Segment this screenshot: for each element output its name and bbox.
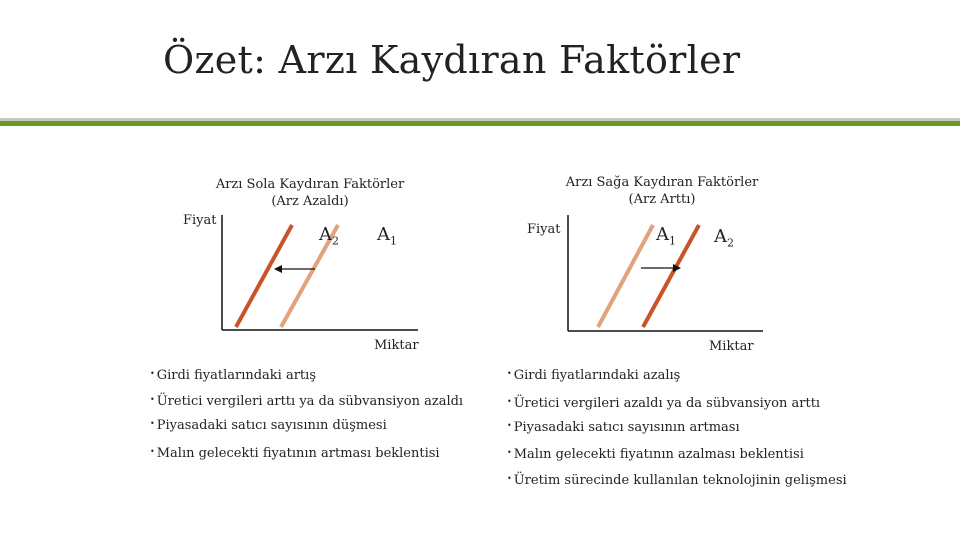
right-bullet-5-text: Üretim sürecinde kullanılan teknolojinin gelişmesi [513,473,847,488]
bullet-dot: • [507,474,512,483]
title-divider [0,121,960,126]
bullet-dot: • [150,369,155,378]
right-panel-title-line2: (Arz Arttı) [628,192,696,207]
left-curve-a1-letter: A [377,224,390,245]
bullet-dot: • [150,447,155,456]
bullet-dot: • [150,395,155,404]
left-curve-a2-label [319,224,339,248]
left-panel-title-line2: (Arz Azaldı) [271,194,349,209]
left-panel-title-line1: Arzı Sola Kaydıran Faktörler [215,177,405,192]
right-bullet-5 [507,473,847,488]
right-x-axis-label: Miktar [709,339,754,354]
left-x-axis-label: Miktar [374,338,419,353]
right-bullet-1 [507,368,680,383]
right-y-axis-label: Fiyat [527,222,561,237]
right-bullet-3-text: Piyasadaki satıcı sayısının artması [513,420,740,435]
right-bullet-1-text: Girdi fiyatlarındaki azalış [513,368,681,383]
left-curve-a2-letter: A [319,224,332,245]
bullet-dot: • [507,421,512,430]
left-bullet-3-text: Piyasadaki satıcı sayısının düşmesi [156,418,387,433]
left-panel-title [210,176,410,210]
bullet-dot: • [150,419,155,428]
left-curve-a2-sub: 2 [332,234,339,248]
left-bullet-1-text: Girdi fiyatlarındaki artış [156,368,316,383]
right-curve-a2-letter: A [714,226,727,247]
right-bullet-4 [507,447,804,462]
right-bullet-2 [507,396,820,411]
left-curve-a2 [236,225,292,327]
right-curve-a1 [598,225,653,327]
left-curve-a1-sub: 1 [390,234,397,248]
left-shift-arrowhead [274,265,282,273]
left-y-axis-label: Fiyat [183,213,217,228]
right-bullet-3 [507,420,740,435]
right-curve-a2-label [714,226,734,250]
right-bullet-2-text: Üretici vergileri azaldı ya da sübvansiyon arttı [513,396,821,411]
left-bullet-2 [150,394,463,409]
bullet-dot: • [507,397,512,406]
right-curve-a2-sub: 2 [727,236,734,250]
left-bullet-4 [150,446,440,461]
right-bullet-4-text: Malın gelecekti fiyatının azalması beklentisi [513,447,804,462]
left-curve-a1-label [377,224,397,248]
left-bullet-4-text: Malın gelecekti fiyatının artması beklentisi [156,446,440,461]
bullet-dot: • [507,448,512,457]
page-title: Özet: Arzı Kaydıran Faktörler [163,38,741,82]
bullet-dot: • [507,369,512,378]
right-curve-a1-label [656,224,676,248]
left-bullet-1 [150,368,316,383]
right-panel-title-line1: Arzı Sağa Kaydıran Faktörler [565,175,759,190]
left-bullet-3 [150,418,387,433]
right-panel-title [562,174,762,208]
left-bullet-2-text: Üretici vergileri arttı ya da sübvansiyon azaldı [156,394,464,409]
right-curve-a1-sub: 1 [669,234,676,248]
right-curve-a1-letter: A [656,224,669,245]
